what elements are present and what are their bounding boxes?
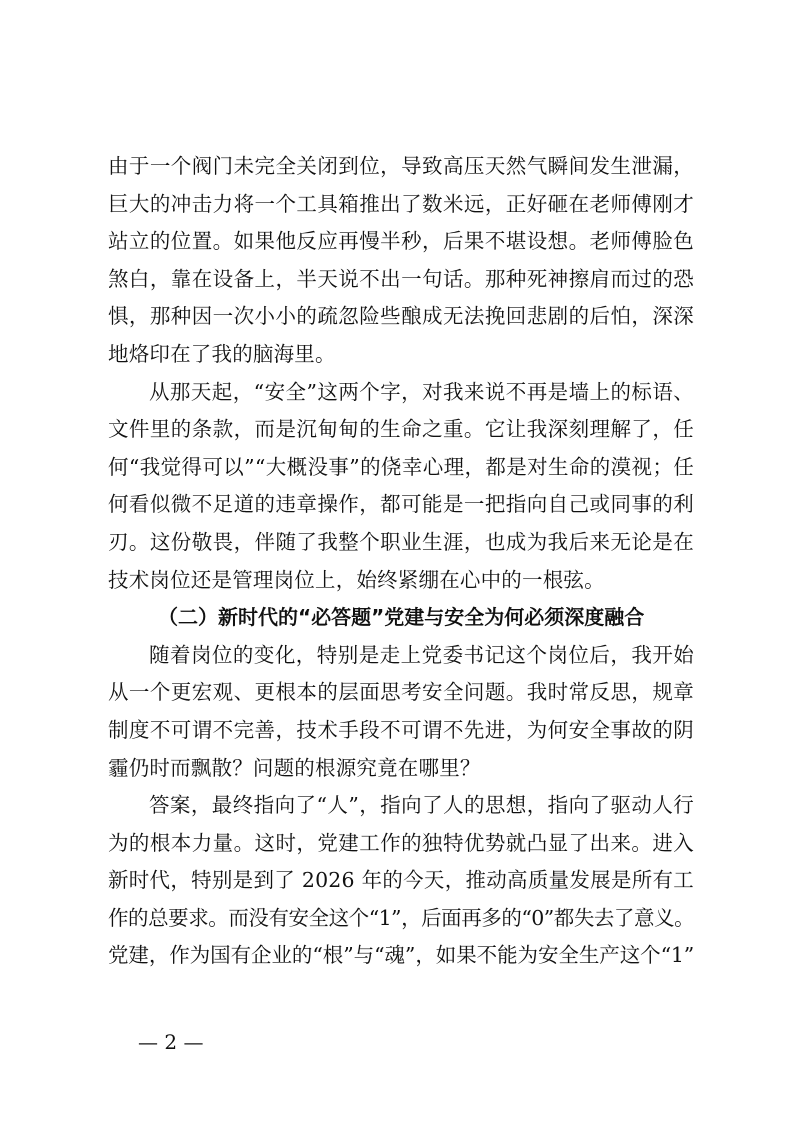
text-line: 地烙印在了我的脑海里。 bbox=[108, 341, 336, 366]
text-line: 随着岗位的变化，特别是走上党委书记这个岗位后，我开始 bbox=[149, 642, 694, 667]
text-line: 由于一个阀门未完全关闭到位，导致高压天然气瞬间发生泄漏， bbox=[108, 154, 694, 178]
text-line: 从那天起，“安全”这两个字，对我来说不再是墙上的标语、 bbox=[149, 379, 694, 404]
text-line: 煞白，靠在设备上，半天说不出一句话。那种死神擦肩而过的恐 bbox=[108, 266, 694, 291]
page-number: — 2 — bbox=[138, 1030, 204, 1054]
text-line: 为的根本力量。这时，党建工作的独特优势就凸显了出来。进入 bbox=[108, 830, 694, 855]
text-line: 何“我觉得可以”“大概没事”的侥幸心理，都是对生命的漠视；任 bbox=[108, 454, 694, 479]
text-line: 答案，最终指向了“人”，指向了人的思想，指向了驱动人行 bbox=[149, 793, 694, 818]
text-line: 霾仍时而飘散？问题的根源究竟在哪里？ bbox=[108, 755, 481, 780]
document-body bbox=[108, 148, 694, 975]
text-line: 技术岗位还是管理岗位上，始终紧绷在心中的一根弦。 bbox=[108, 567, 605, 592]
section-heading: （二）新时代的“必答题”党建与安全为何必须深度融合 bbox=[158, 605, 645, 630]
text-line: 何看似微不足道的违章操作，都可能是一把指向自己或同事的利 bbox=[108, 492, 694, 517]
text-line: 党建，作为国有企业的“根”与“魂”，如果不能为安全生产这个“1” bbox=[108, 943, 694, 968]
text-line: 刃。这份敬畏，伴随了我整个职业生涯，也成为我后来无论是在 bbox=[108, 529, 694, 554]
text-line: 站立的位置。如果他反应再慢半秒，后果不堪设想。老师傅脸色 bbox=[108, 229, 694, 254]
text-line: 作的总要求。而没有安全这个“1”，后面再多的“0”都失去了意义。 bbox=[108, 905, 694, 930]
text-line: 制度不可谓不完善，技术手段不可谓不先进，为何安全事故的阴 bbox=[108, 717, 694, 742]
text-line: 惧，那种因一次小小的疏忽险些酿成无法挽回悲剧的后怕，深深 bbox=[108, 304, 694, 329]
text-line: 巨大的冲击力将一个工具箱推出了数米远，正好砸在老师傅刚才 bbox=[108, 191, 694, 216]
text-line: 新时代，特别是到了 2026 年的今天，推动高质量发展是所有工 bbox=[108, 868, 694, 893]
text-line: 从一个更宏观、更根本的层面思考安全问题。我时常反思，规章 bbox=[108, 680, 694, 705]
text-line: 文件里的条款，而是沉甸甸的生命之重。它让我深刻理解了，任 bbox=[108, 417, 694, 442]
